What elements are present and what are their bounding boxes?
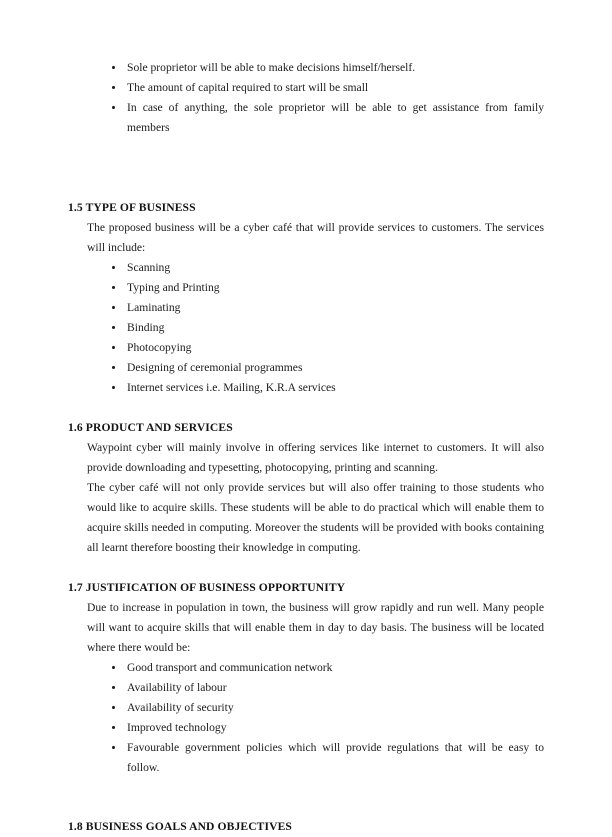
spacer xyxy=(68,807,544,817)
list-item: Laminating xyxy=(68,298,544,318)
section-justification-of-business-opportunity xyxy=(68,578,544,778)
section-bullet-list xyxy=(68,658,544,778)
section-paragraph: Due to increase in population in town, the business will grow rapidly and run well. Many people will want to acquire skills that will enable them in day to day basis. The business will be located where there would be: xyxy=(87,601,544,654)
list-item: Scanning xyxy=(68,258,544,278)
list-item: Good transport and communication network xyxy=(68,658,544,678)
continued-bullet-list xyxy=(68,58,544,138)
list-item: Availability of security xyxy=(68,698,544,718)
section-heading: 1.5 TYPE OF BUSINESS xyxy=(68,201,196,214)
section-business-goals-and-objectives xyxy=(68,817,544,837)
section-type-of-business xyxy=(68,198,544,398)
list-item: Favourable government policies which will provide regulations that will be easy to follow. xyxy=(68,738,544,778)
spacer xyxy=(68,398,544,418)
list-item: Availability of labour xyxy=(68,678,544,698)
list-item: Typing and Printing xyxy=(68,278,544,298)
section-paragraph: The cyber café will not only provide services but will also offer training to those students who would like to acquire skills. These students will be able to do practical which will enable them to acquire skills needed in computing. Moreover the students will be provided with books containing all learnt therefore boosting their knowledge in computing. xyxy=(87,481,544,554)
section-product-and-services xyxy=(68,418,544,558)
list-item: The amount of capital required to start will be small xyxy=(68,78,544,98)
list-item: Photocopying xyxy=(68,338,544,358)
list-item: Internet services i.e. Mailing, K.R.A services xyxy=(68,378,544,398)
section-heading: 1.7 JUSTIFICATION OF BUSINESS OPPORTUNITY xyxy=(68,581,346,594)
list-item: In case of anything, the sole proprietor will be able to get assistance from family members xyxy=(68,98,544,138)
section-heading: 1.6 PRODUCT AND SERVICES xyxy=(68,421,233,434)
spacer xyxy=(68,778,544,807)
spacer xyxy=(68,558,544,578)
list-item: Designing of ceremonial programmes xyxy=(68,358,544,378)
list-item: Sole proprietor will be able to make decisions himself/herself. xyxy=(68,58,544,78)
section-paragraph: The proposed business will be a cyber café that will provide services to customers. The services will include: xyxy=(87,221,544,254)
spacer xyxy=(68,178,544,198)
section-bullet-list xyxy=(68,258,544,398)
section-paragraph: Waypoint cyber will mainly involve in offering services like internet to customers. It will also provide downloading and typesetting, photocopying, printing and scanning. xyxy=(87,441,544,474)
spacer xyxy=(68,138,544,178)
list-item: Binding xyxy=(68,318,544,338)
list-item: Improved technology xyxy=(68,718,544,738)
section-heading: 1.8 BUSINESS GOALS AND OBJECTIVES xyxy=(68,820,292,833)
document-content xyxy=(68,58,544,837)
